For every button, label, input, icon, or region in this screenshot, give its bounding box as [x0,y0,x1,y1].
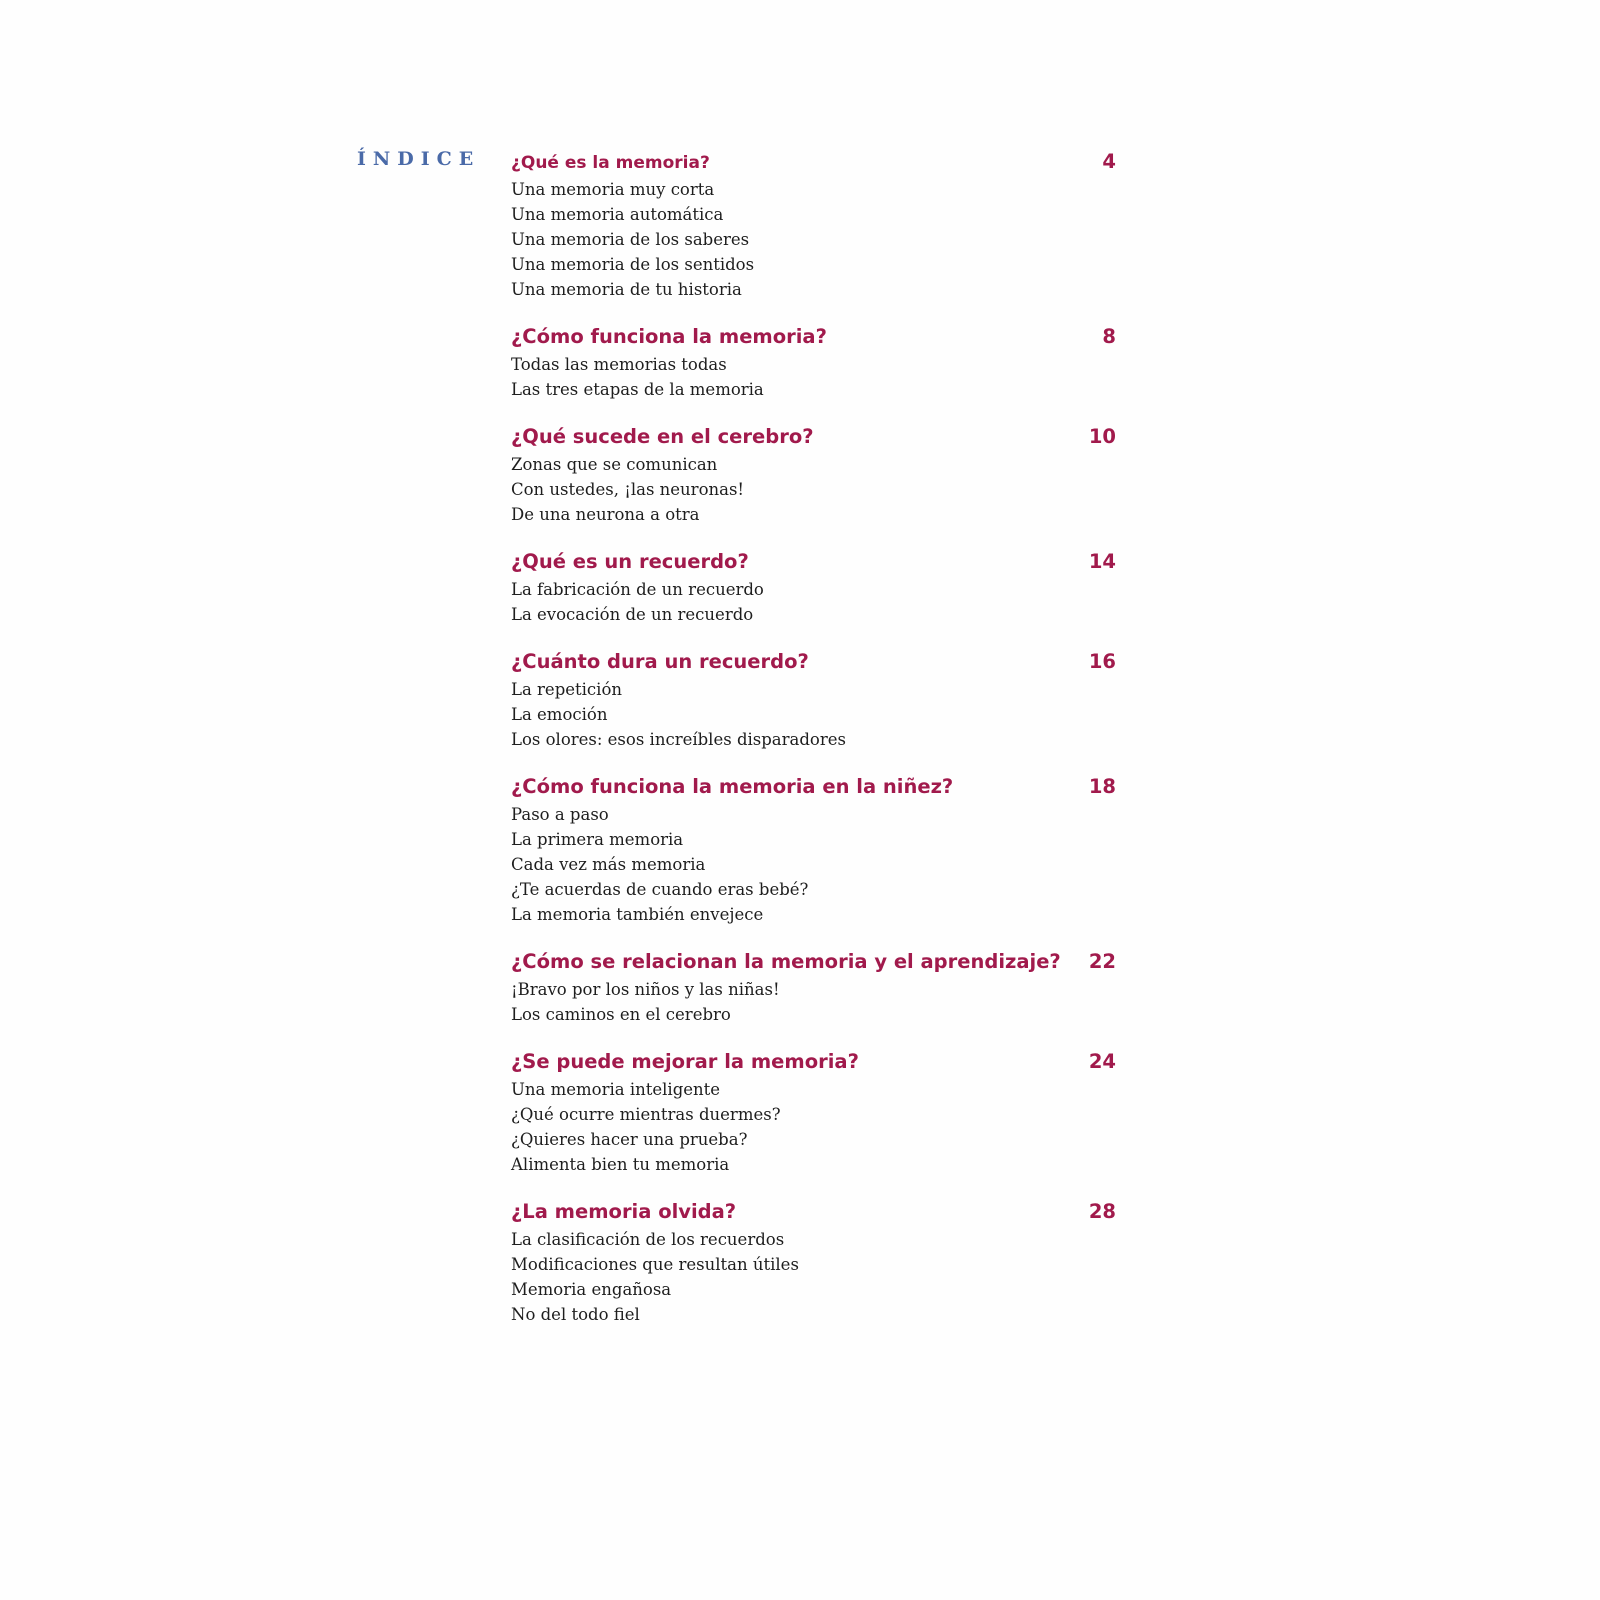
section-page-number: 16 [1088,650,1116,673]
toc-section [511,1050,1116,1177]
subsection-item: Una memoria de los saberes [511,230,750,249]
toc-section-heading [511,650,1116,676]
section-title: ¿Qué sucede en el cerebro? [511,425,814,448]
subsection-list [511,802,1116,927]
subsection-item: Todas las memorias todas [511,355,727,374]
subsection-item: La fabricación de un recuerdo [511,580,764,599]
subsection-item: La clasificación de los recuerdos [511,1230,785,1249]
subsection-item: ¿Qué ocurre mientras duermes? [511,1105,781,1124]
subsection-list [511,452,1116,527]
section-title: ¿Qué es la memoria? [511,153,710,173]
subsection-item: Una memoria muy corta [511,180,715,199]
toc-section-heading [511,775,1116,801]
section-page-number: 24 [1088,1050,1116,1073]
section-title: ¿Cómo funciona la memoria? [511,325,827,348]
section-page-number: 14 [1088,550,1116,573]
subsection-item: Una memoria automática [511,205,724,224]
subsection-item: Zonas que se comunican [511,455,718,474]
toc-section-heading [511,950,1116,976]
subsection-item: ¿Quieres hacer una prueba? [511,1130,748,1149]
subsection-item: Una memoria inteligente [511,1080,721,1099]
toc-section-heading [511,150,1116,176]
toc-section-heading [511,325,1116,351]
subsection-list [511,1227,1116,1327]
subsection-item: No del todo fiel [511,1305,640,1324]
section-page-number: 18 [1088,775,1116,798]
section-page-number: 28 [1088,1200,1116,1223]
subsection-list [511,352,1116,402]
toc-section [511,775,1116,927]
index-label: ÍNDICE [357,148,481,170]
subsection-list [511,977,1116,1027]
toc-section [511,950,1116,1027]
section-page-number: 4 [1102,150,1116,173]
section-page-number: 22 [1088,950,1116,973]
subsection-item: De una neurona a otra [511,505,700,524]
subsection-item: La evocación de un recuerdo [511,605,754,624]
subsection-item: Memoria engañosa [511,1280,672,1299]
subsection-item: ¡Bravo por los niños y las niñas! [511,980,780,999]
toc-section [511,325,1116,402]
subsection-item: Los olores: esos increíbles disparadores [511,730,846,749]
section-title: ¿Cuánto dura un recuerdo? [511,650,809,673]
toc-section [511,550,1116,627]
section-title: ¿Cómo funciona la memoria en la niñez? [511,775,954,798]
subsection-item: Cada vez más memoria [511,855,706,874]
subsection-item: Una memoria de tu historia [511,280,742,299]
toc-section-heading [511,550,1116,576]
subsection-list [511,577,1116,627]
section-page-number: 10 [1088,425,1116,448]
toc-section-heading [511,1200,1116,1226]
table-of-contents [511,150,1116,1350]
section-title: ¿Qué es un recuerdo? [511,550,749,573]
subsection-item: Una memoria de los sentidos [511,255,755,274]
section-title: ¿Se puede mejorar la memoria? [511,1050,859,1073]
subsection-item: ¿Te acuerdas de cuando eras bebé? [511,880,809,899]
subsection-list [511,677,1116,752]
subsection-item: Modificaciones que resultan útiles [511,1255,799,1274]
section-title: ¿Cómo se relacionan la memoria y el aprendizaje? [511,950,1061,973]
toc-section-heading [511,1050,1116,1076]
toc-section [511,150,1116,302]
subsection-list [511,177,1116,302]
toc-section [511,650,1116,752]
subsection-item: La primera memoria [511,830,684,849]
toc-section [511,1200,1116,1327]
subsection-item: Con ustedes, ¡las neuronas! [511,480,745,499]
subsection-item: La emoción [511,705,608,724]
section-page-number: 8 [1102,325,1116,348]
subsection-item: Las tres etapas de la memoria [511,380,764,399]
toc-section-heading [511,425,1116,451]
section-title: ¿La memoria olvida? [511,1200,737,1223]
toc-section [511,425,1116,527]
subsection-item: La memoria también envejece [511,905,764,924]
subsection-item: Paso a paso [511,805,609,824]
subsection-item: La repetición [511,680,623,699]
subsection-list [511,1077,1116,1177]
subsection-item: Los caminos en el cerebro [511,1005,731,1024]
subsection-item: Alimenta bien tu memoria [511,1155,730,1174]
